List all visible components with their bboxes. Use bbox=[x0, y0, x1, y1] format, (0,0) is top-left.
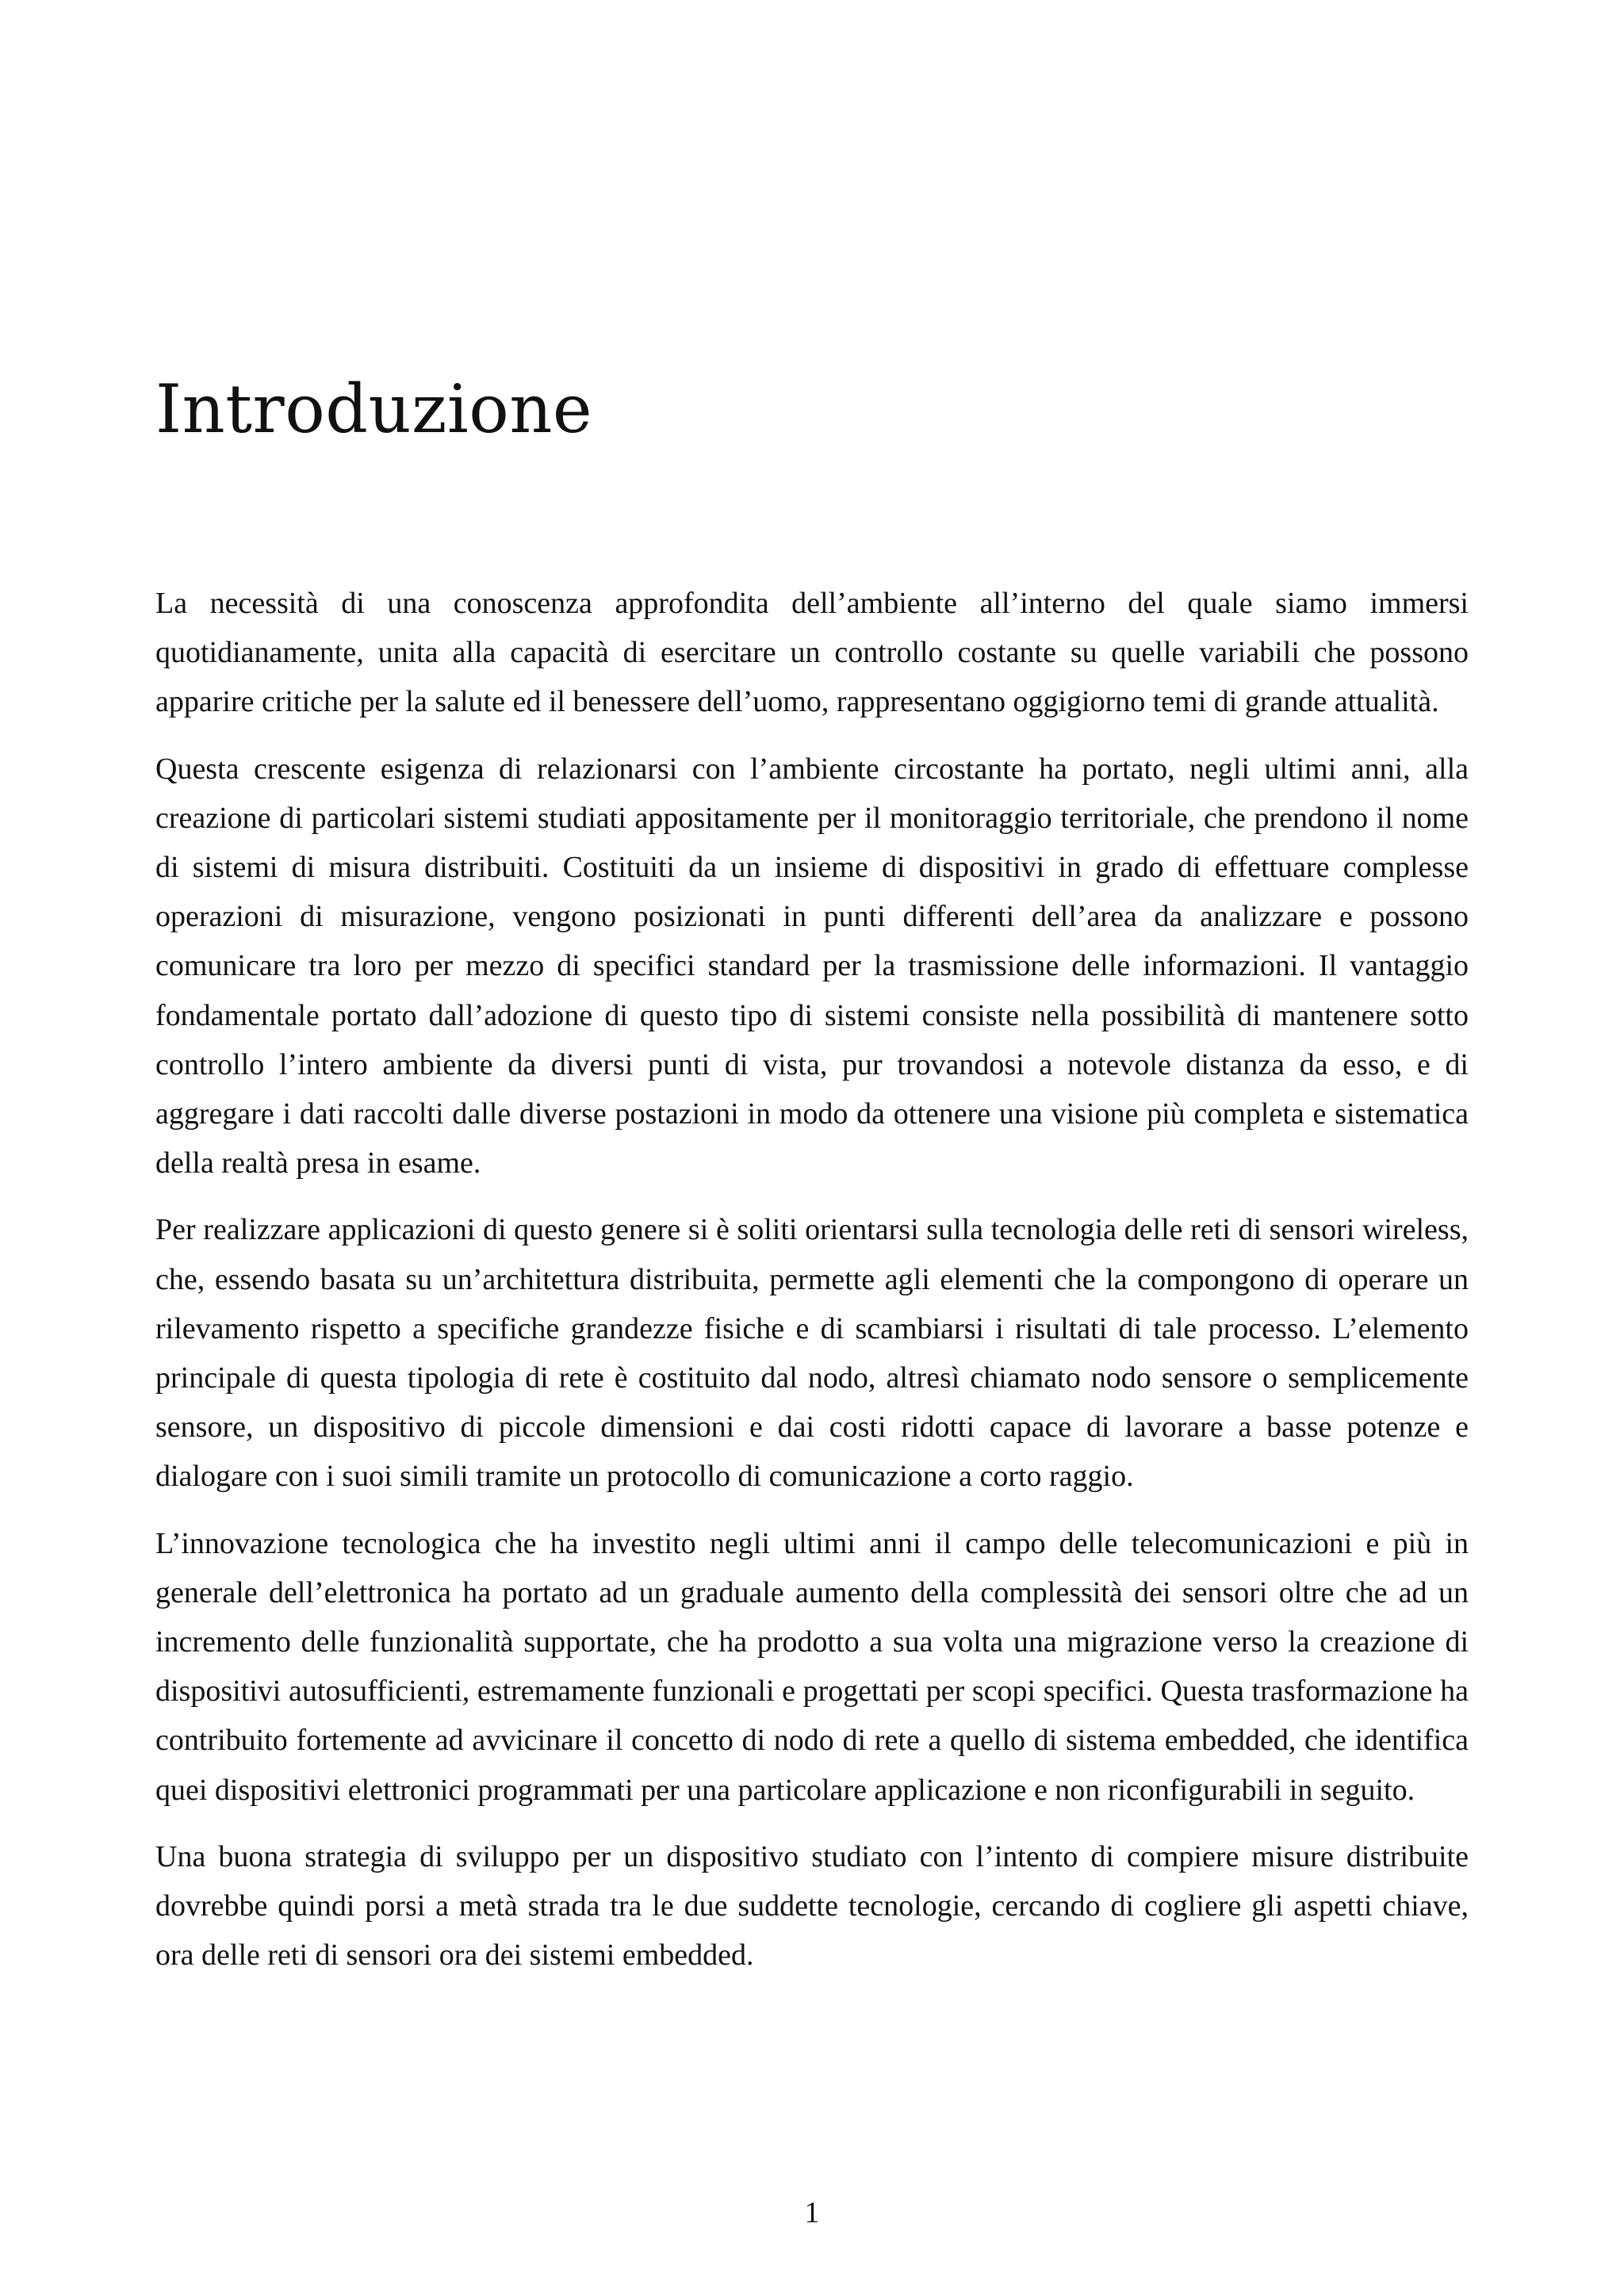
body-text bbox=[155, 579, 1469, 1997]
paragraph-1: La necessità di una conoscenza approfondita dell’ambiente all’interno del quale siamo immersi quotidianamente, unita alla capacità di esercitare un controllo costante su quelle variabili che possono apparire critiche per la salute ed il benessere dell’uomo, rappresentano oggigiorno temi di grande attualità. bbox=[155, 587, 1469, 719]
chapter-title: Introduzione bbox=[155, 370, 593, 448]
paragraph-5: Una buona strategia di sviluppo per un dispositivo studiato con l’intento di compiere misure distribuite dovrebbe quindi porsi a metà strada tra le due suddette tecnologie, cercando di cogliere gli aspetti chiave, ora delle reti di sensori ora dei sistemi embedded. bbox=[155, 1839, 1469, 1973]
paragraph-4: L’innovazione tecnologica che ha investito negli ultimi anni il campo delle telecomunicazioni e più in generale dell’elettronica ha portato ad un graduale aumento della complessità dei sensori oltre che ad un incremento delle funzionalità supportate, che ha prodotto a sua volta una migrazione verso la creazione di dispositivi autosufficienti, estremamente funzionali e progettati per scopi specifici. Questa trasformazione ha contribuito fortemente ad avvicinare il concetto di nodo di rete a quello di sistema embedded, che identifica quei dispositivi elettronici programmati per una particolare applicazione e non riconfigurabili in seguito. bbox=[155, 1526, 1469, 1807]
paragraph-2: Questa crescente esigenza di relazionarsi con l’ambiente circostante ha portato, negli ultimi anni, alla creazione di particolari sistemi studiati appositamente per il monitoraggio territoriale, che prendono il nome di sistemi di misura distribuiti. Costituiti da un insieme di dispositivi in grado di effettuare complesse operazioni di misurazione, vengono posizionati in punti differenti dell’area da analizzare e possono comunicare tra loro per mezzo di specifici standard per la trasmissione delle informazioni. Il vantaggio fondamentale portato dall’adozione di questo tipo di sistemi consiste nella possibilità di mantenere sotto controllo l’intero ambiente da diversi punti di vista, pur trovandosi a notevole distanza da esso, e di aggregare i dati raccolti dalle diverse postazioni in modo da ottenere una visione più completa e sistematica della realtà presa in esame. bbox=[155, 752, 1469, 1181]
page-number: 1 bbox=[804, 2196, 820, 2229]
paragraph-3: Per realizzare applicazioni di questo genere si è soliti orientarsi sulla tecnologia delle reti di sensori wireless, che, essendo basata su un’architettura distribuita, permette agli elementi che la compongono di operare un rilevamento rispetto a specifiche grandezze fisiche e di scambiarsi i risultati di tale processo. L’elemento principale di questa tipologia di rete è costituito dal nodo, altresì chiamato nodo sensore o semplicemente sensore, un dispositivo di piccole dimensioni e dai costi ridotti capace di lavorare a basse potenze e dialogare con i suoi simili tramite un protocollo di comunicazione a corto raggio. bbox=[155, 1213, 1469, 1494]
